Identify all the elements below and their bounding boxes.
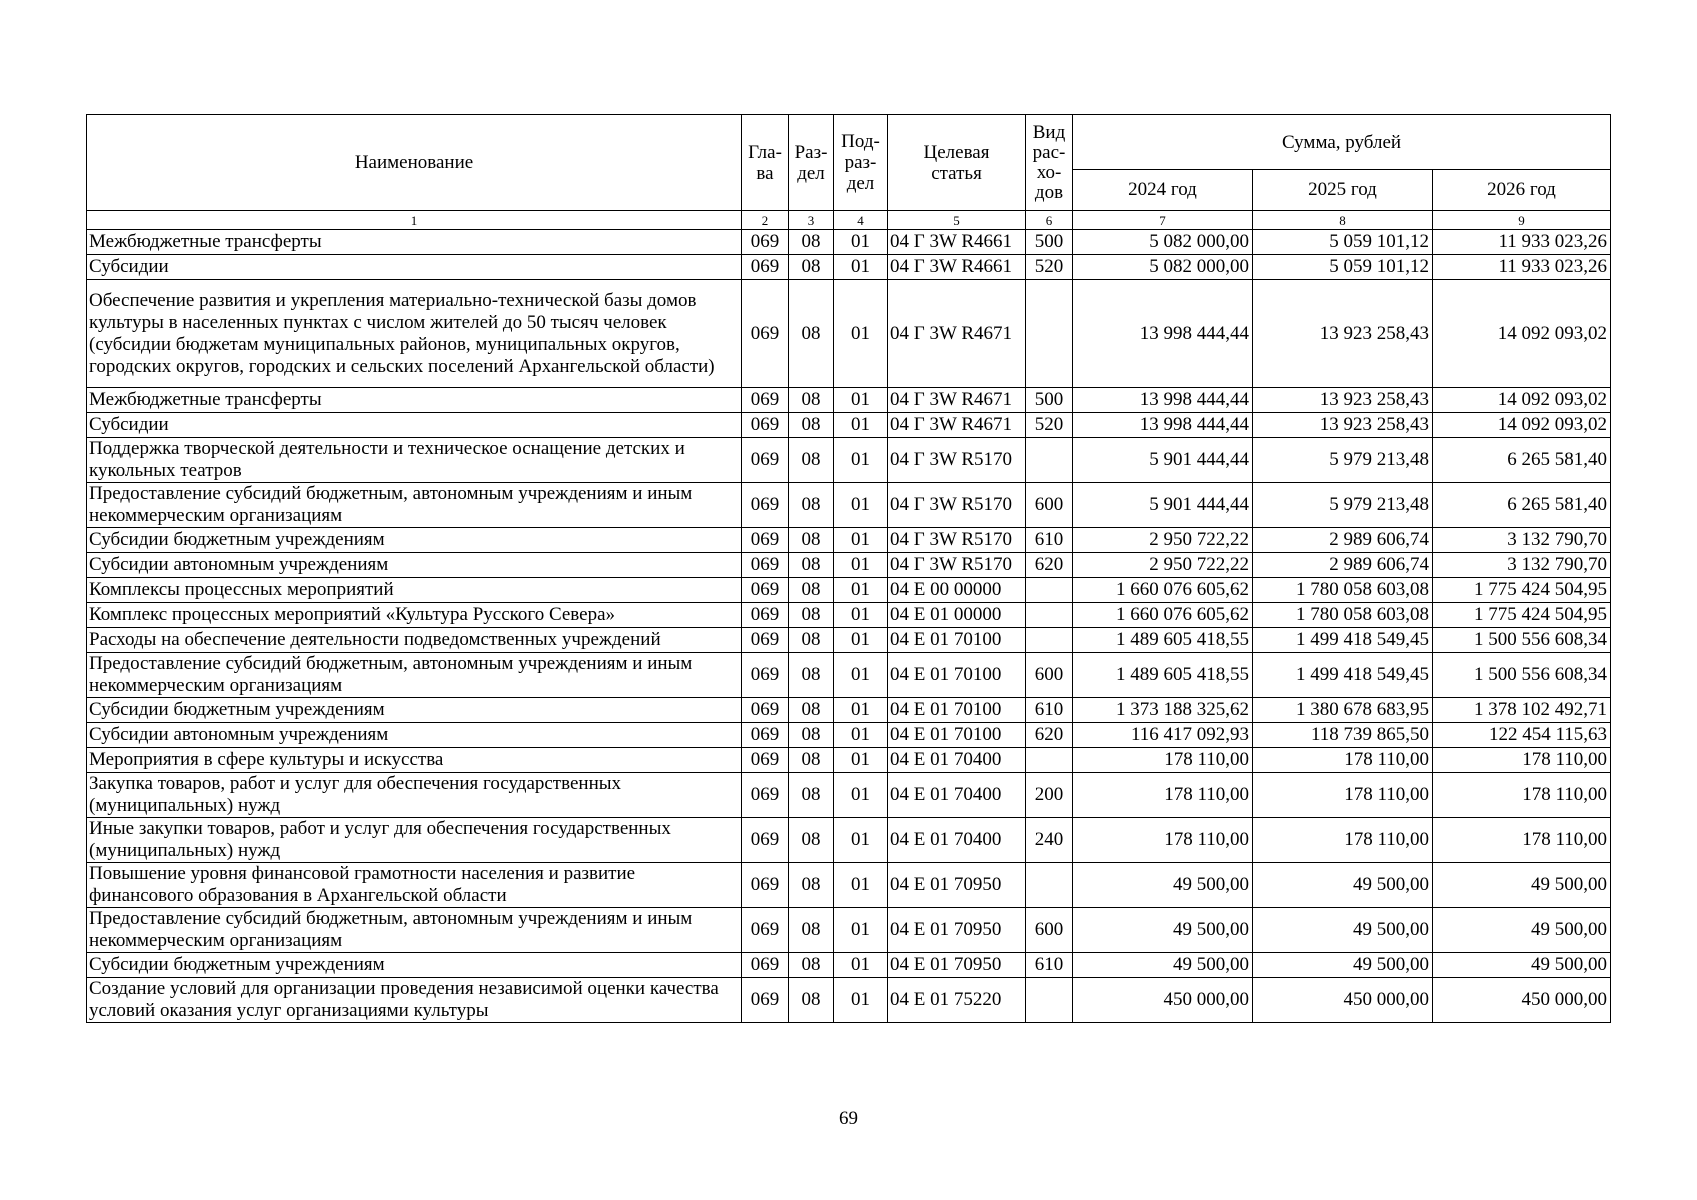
row-sum-2026: 178 110,00 (1433, 748, 1611, 773)
row-subsection: 01 (834, 908, 888, 953)
row-target-article: 04 Г 3W R5170 (888, 528, 1026, 553)
row-sum-2025: 178 110,00 (1253, 818, 1433, 863)
row-chapter: 069 (742, 953, 789, 978)
row-name: Предоставление субсидий бюджетным, автономным учреждениям и иным некоммерческим организациям (87, 653, 742, 698)
row-target-article: 04 Е 01 75220 (888, 978, 1026, 1023)
row-expense-type (1026, 578, 1073, 603)
row-chapter: 069 (742, 255, 789, 280)
row-name: Создание условий для организации проведения независимой оценки качества условий оказания услуг организациями культуры (87, 978, 742, 1023)
column-number: 7 (1073, 211, 1253, 230)
table-row (87, 748, 1611, 773)
table-row (87, 280, 1611, 388)
row-sum-2026: 14 092 093,02 (1433, 388, 1611, 413)
row-sum-2025: 1 780 058 603,08 (1253, 603, 1433, 628)
row-sum-2026: 1 378 102 492,71 (1433, 698, 1611, 723)
table-row (87, 603, 1611, 628)
row-expense-type: 520 (1026, 255, 1073, 280)
header-sum: Сумма, рублей (1073, 115, 1611, 170)
row-sum-2026: 1 500 556 608,34 (1433, 628, 1611, 653)
row-expense-type (1026, 978, 1073, 1023)
row-sum-2025: 5 979 213,48 (1253, 438, 1433, 483)
header-expense-type: Вид рас- хо- дов (1026, 115, 1073, 211)
row-expense-type (1026, 863, 1073, 908)
header-target-article: Целевая статья (888, 115, 1026, 211)
row-target-article: 04 Г 3W R4671 (888, 280, 1026, 388)
row-section: 08 (789, 628, 834, 653)
row-target-article: 04 Г 3W R4661 (888, 230, 1026, 255)
row-expense-type (1026, 280, 1073, 388)
row-sum-2025: 178 110,00 (1253, 773, 1433, 818)
row-sum-2025: 49 500,00 (1253, 953, 1433, 978)
row-target-article: 04 Е 01 70950 (888, 863, 1026, 908)
page-number: 69 (839, 1108, 858, 1129)
table-row (87, 553, 1611, 578)
row-subsection: 01 (834, 628, 888, 653)
row-sum-2024: 49 500,00 (1073, 908, 1253, 953)
row-target-article: 04 Е 01 70400 (888, 818, 1026, 863)
column-number: 5 (888, 211, 1026, 230)
row-sum-2025: 2 989 606,74 (1253, 528, 1433, 553)
row-name: Субсидии (87, 413, 742, 438)
row-section: 08 (789, 818, 834, 863)
row-chapter: 069 (742, 578, 789, 603)
row-sum-2026: 1 775 424 504,95 (1433, 603, 1611, 628)
header-year-2024: 2024 год (1073, 170, 1253, 211)
row-chapter: 069 (742, 438, 789, 483)
row-name: Иные закупки товаров, работ и услуг для обеспечения государственных (муниципальных) нужд (87, 818, 742, 863)
row-section: 08 (789, 528, 834, 553)
row-chapter: 069 (742, 748, 789, 773)
row-subsection: 01 (834, 553, 888, 578)
row-sum-2025: 1 499 418 549,45 (1253, 628, 1433, 653)
header-year-2026: 2026 год (1433, 170, 1611, 211)
row-expense-type: 500 (1026, 388, 1073, 413)
row-sum-2026: 14 092 093,02 (1433, 280, 1611, 388)
row-name: Предоставление субсидий бюджетным, автономным учреждениям и иным некоммерческим организациям (87, 483, 742, 528)
row-chapter: 069 (742, 628, 789, 653)
row-subsection: 01 (834, 603, 888, 628)
row-expense-type: 520 (1026, 413, 1073, 438)
table-row (87, 528, 1611, 553)
row-chapter: 069 (742, 603, 789, 628)
row-sum-2025: 118 739 865,50 (1253, 723, 1433, 748)
row-sum-2026: 178 110,00 (1433, 818, 1611, 863)
column-number: 6 (1026, 211, 1073, 230)
row-section: 08 (789, 863, 834, 908)
row-sum-2025: 49 500,00 (1253, 908, 1433, 953)
row-sum-2025: 13 923 258,43 (1253, 413, 1433, 438)
row-sum-2024: 5 901 444,44 (1073, 483, 1253, 528)
row-section: 08 (789, 413, 834, 438)
row-sum-2024: 1 373 188 325,62 (1073, 698, 1253, 723)
table-row (87, 863, 1611, 908)
row-sum-2025: 450 000,00 (1253, 978, 1433, 1023)
row-subsection: 01 (834, 698, 888, 723)
row-chapter: 069 (742, 773, 789, 818)
row-sum-2024: 1 660 076 605,62 (1073, 578, 1253, 603)
row-sum-2024: 13 998 444,44 (1073, 413, 1253, 438)
row-sum-2024: 450 000,00 (1073, 978, 1253, 1023)
column-number: 4 (834, 211, 888, 230)
table-row (87, 653, 1611, 698)
row-target-article: 04 Г 3W R4661 (888, 255, 1026, 280)
row-subsection: 01 (834, 978, 888, 1023)
row-expense-type: 610 (1026, 953, 1073, 978)
row-sum-2025: 5 059 101,12 (1253, 255, 1433, 280)
row-target-article: 04 Е 01 70100 (888, 723, 1026, 748)
row-sum-2024: 116 417 092,93 (1073, 723, 1253, 748)
row-sum-2024: 2 950 722,22 (1073, 553, 1253, 578)
row-subsection: 01 (834, 653, 888, 698)
column-number: 9 (1433, 211, 1611, 230)
row-sum-2024: 2 950 722,22 (1073, 528, 1253, 553)
row-subsection: 01 (834, 748, 888, 773)
table-row (87, 578, 1611, 603)
row-expense-type: 610 (1026, 698, 1073, 723)
row-chapter: 069 (742, 280, 789, 388)
row-section: 08 (789, 723, 834, 748)
table-row (87, 628, 1611, 653)
row-chapter: 069 (742, 698, 789, 723)
table-row (87, 413, 1611, 438)
row-section: 08 (789, 483, 834, 528)
row-sum-2024: 49 500,00 (1073, 953, 1253, 978)
row-name: Субсидии (87, 255, 742, 280)
row-expense-type (1026, 628, 1073, 653)
row-name: Межбюджетные трансферты (87, 230, 742, 255)
row-sum-2025: 178 110,00 (1253, 748, 1433, 773)
row-target-article: 04 Е 01 70100 (888, 628, 1026, 653)
row-sum-2026: 450 000,00 (1433, 978, 1611, 1023)
row-chapter: 069 (742, 230, 789, 255)
row-target-article: 04 Г 3W R5170 (888, 553, 1026, 578)
row-subsection: 01 (834, 413, 888, 438)
budget-table (86, 114, 1611, 1023)
row-sum-2024: 178 110,00 (1073, 818, 1253, 863)
row-sum-2026: 49 500,00 (1433, 863, 1611, 908)
row-expense-type: 620 (1026, 723, 1073, 748)
row-name: Закупка товаров, работ и услуг для обеспечения государственных (муниципальных) нужд (87, 773, 742, 818)
row-subsection: 01 (834, 438, 888, 483)
row-section: 08 (789, 578, 834, 603)
column-number: 2 (742, 211, 789, 230)
row-name: Субсидии автономным учреждениям (87, 553, 742, 578)
table-row (87, 723, 1611, 748)
row-section: 08 (789, 280, 834, 388)
row-target-article: 04 Е 00 00000 (888, 578, 1026, 603)
row-expense-type: 240 (1026, 818, 1073, 863)
row-sum-2024: 5 082 000,00 (1073, 230, 1253, 255)
row-sum-2026: 3 132 790,70 (1433, 528, 1611, 553)
row-chapter: 069 (742, 483, 789, 528)
row-sum-2026: 14 092 093,02 (1433, 413, 1611, 438)
row-expense-type: 600 (1026, 653, 1073, 698)
row-target-article: 04 Г 3W R5170 (888, 483, 1026, 528)
row-subsection: 01 (834, 230, 888, 255)
row-section: 08 (789, 553, 834, 578)
table-row (87, 908, 1611, 953)
row-sum-2024: 13 998 444,44 (1073, 280, 1253, 388)
row-target-article: 04 Г 3W R4671 (888, 413, 1026, 438)
row-target-article: 04 Г 3W R4671 (888, 388, 1026, 413)
table-row (87, 953, 1611, 978)
row-chapter: 069 (742, 908, 789, 953)
row-sum-2024: 49 500,00 (1073, 863, 1253, 908)
row-section: 08 (789, 230, 834, 255)
header-name: Наименование (87, 115, 742, 211)
row-sum-2024: 1 489 605 418,55 (1073, 653, 1253, 698)
header-chapter: Гла- ва (742, 115, 789, 211)
row-chapter: 069 (742, 553, 789, 578)
row-sum-2025: 1 780 058 603,08 (1253, 578, 1433, 603)
row-sum-2024: 178 110,00 (1073, 773, 1253, 818)
table-row (87, 978, 1611, 1023)
row-sum-2024: 13 998 444,44 (1073, 388, 1253, 413)
row-sum-2025: 2 989 606,74 (1253, 553, 1433, 578)
row-sum-2025: 1 499 418 549,45 (1253, 653, 1433, 698)
row-name: Субсидии бюджетным учреждениям (87, 698, 742, 723)
row-chapter: 069 (742, 863, 789, 908)
row-name: Повышение уровня финансовой грамотности населения и развитие финансового образования в Архангельской области (87, 863, 742, 908)
row-target-article: 04 Е 01 70100 (888, 698, 1026, 723)
row-sum-2026: 11 933 023,26 (1433, 255, 1611, 280)
table-row (87, 818, 1611, 863)
row-subsection: 01 (834, 483, 888, 528)
row-target-article: 04 Е 01 70400 (888, 773, 1026, 818)
row-sum-2026: 11 933 023,26 (1433, 230, 1611, 255)
row-name: Субсидии бюджетным учреждениям (87, 953, 742, 978)
row-name: Мероприятия в сфере культуры и искусства (87, 748, 742, 773)
row-name: Комплексы процессных мероприятий (87, 578, 742, 603)
row-sum-2024: 178 110,00 (1073, 748, 1253, 773)
row-target-article: 04 Е 01 70950 (888, 908, 1026, 953)
row-section: 08 (789, 698, 834, 723)
header-section: Раз- дел (789, 115, 834, 211)
row-section: 08 (789, 438, 834, 483)
row-sum-2024: 5 082 000,00 (1073, 255, 1253, 280)
table-row (87, 255, 1611, 280)
row-sum-2026: 1 775 424 504,95 (1433, 578, 1611, 603)
row-sum-2025: 5 979 213,48 (1253, 483, 1433, 528)
row-sum-2025: 5 059 101,12 (1253, 230, 1433, 255)
row-subsection: 01 (834, 255, 888, 280)
row-subsection: 01 (834, 578, 888, 603)
row-section: 08 (789, 908, 834, 953)
row-section: 08 (789, 603, 834, 628)
row-section: 08 (789, 773, 834, 818)
column-number: 3 (789, 211, 834, 230)
table-row (87, 483, 1611, 528)
row-expense-type: 620 (1026, 553, 1073, 578)
row-section: 08 (789, 653, 834, 698)
row-sum-2026: 6 265 581,40 (1433, 438, 1611, 483)
row-expense-type: 200 (1026, 773, 1073, 818)
row-section: 08 (789, 748, 834, 773)
table-row (87, 773, 1611, 818)
row-expense-type: 600 (1026, 908, 1073, 953)
row-sum-2026: 178 110,00 (1433, 773, 1611, 818)
row-subsection: 01 (834, 953, 888, 978)
row-name: Расходы на обеспечение деятельности подведомственных учреждений (87, 628, 742, 653)
row-name: Поддержка творческой деятельности и техническое оснащение детских и кукольных театров (87, 438, 742, 483)
row-chapter: 069 (742, 723, 789, 748)
row-sum-2025: 49 500,00 (1253, 863, 1433, 908)
column-number: 1 (87, 211, 742, 230)
row-sum-2026: 49 500,00 (1433, 908, 1611, 953)
row-sum-2026: 1 500 556 608,34 (1433, 653, 1611, 698)
row-section: 08 (789, 953, 834, 978)
row-target-article: 04 Е 01 00000 (888, 603, 1026, 628)
row-section: 08 (789, 255, 834, 280)
header-subsection: Под- раз- дел (834, 115, 888, 211)
row-name: Комплекс процессных мероприятий «Культура Русского Севера» (87, 603, 742, 628)
table-row (87, 438, 1611, 483)
row-sum-2024: 1 660 076 605,62 (1073, 603, 1253, 628)
row-chapter: 069 (742, 653, 789, 698)
row-sum-2026: 49 500,00 (1433, 953, 1611, 978)
row-section: 08 (789, 978, 834, 1023)
row-name: Субсидии автономным учреждениям (87, 723, 742, 748)
row-expense-type: 610 (1026, 528, 1073, 553)
row-name: Предоставление субсидий бюджетным, автономным учреждениям и иным некоммерческим организациям (87, 908, 742, 953)
row-expense-type (1026, 748, 1073, 773)
row-chapter: 069 (742, 818, 789, 863)
row-chapter: 069 (742, 388, 789, 413)
row-sum-2025: 1 380 678 683,95 (1253, 698, 1433, 723)
row-expense-type: 600 (1026, 483, 1073, 528)
row-expense-type: 500 (1026, 230, 1073, 255)
row-sum-2024: 1 489 605 418,55 (1073, 628, 1253, 653)
row-subsection: 01 (834, 528, 888, 553)
row-target-article: 04 Е 01 70100 (888, 653, 1026, 698)
table-row (87, 698, 1611, 723)
row-section: 08 (789, 388, 834, 413)
table-row (87, 388, 1611, 413)
row-target-article: 04 Е 01 70400 (888, 748, 1026, 773)
row-name: Субсидии бюджетным учреждениям (87, 528, 742, 553)
row-subsection: 01 (834, 773, 888, 818)
row-chapter: 069 (742, 978, 789, 1023)
row-expense-type (1026, 438, 1073, 483)
row-subsection: 01 (834, 818, 888, 863)
row-expense-type (1026, 603, 1073, 628)
row-sum-2024: 5 901 444,44 (1073, 438, 1253, 483)
row-name: Обеспечение развития и укрепления материально-технической базы домов культуры в населенных пунктах с числом жителей до 50 тысяч человек (субсидии бюджетам муниципальных районов, муниципальных округов, городских округов, городских и сельских поселений Архангельской области) (87, 280, 742, 388)
row-subsection: 01 (834, 723, 888, 748)
row-sum-2026: 3 132 790,70 (1433, 553, 1611, 578)
row-sum-2026: 122 454 115,63 (1433, 723, 1611, 748)
row-target-article: 04 Г 3W R5170 (888, 438, 1026, 483)
table-body (87, 230, 1611, 1023)
header-year-2025: 2025 год (1253, 170, 1433, 211)
row-subsection: 01 (834, 863, 888, 908)
table-row (87, 230, 1611, 255)
row-subsection: 01 (834, 388, 888, 413)
row-chapter: 069 (742, 413, 789, 438)
row-sum-2025: 13 923 258,43 (1253, 388, 1433, 413)
column-number: 8 (1253, 211, 1433, 230)
row-name: Межбюджетные трансферты (87, 388, 742, 413)
row-chapter: 069 (742, 528, 789, 553)
row-sum-2025: 13 923 258,43 (1253, 280, 1433, 388)
row-sum-2026: 6 265 581,40 (1433, 483, 1611, 528)
column-number-row (87, 211, 1611, 230)
row-subsection: 01 (834, 280, 888, 388)
row-target-article: 04 Е 01 70950 (888, 953, 1026, 978)
